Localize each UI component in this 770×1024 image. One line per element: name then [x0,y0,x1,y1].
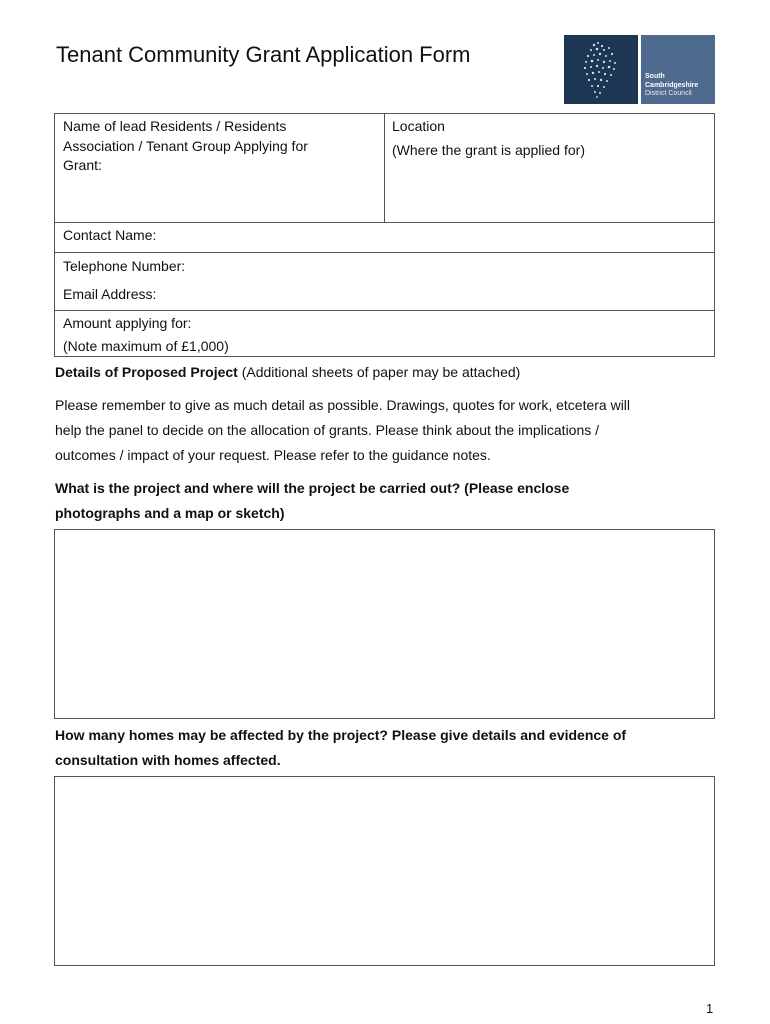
email-label: Email Address: [63,286,157,302]
council-crest [564,35,638,104]
question-1-line: What is the project and where will the project be carried out? (Please enclose [55,480,570,496]
telephone-label: Telephone Number: [63,258,186,274]
page-title: Tenant Community Grant Application Form [56,42,471,67]
question-1-answer-box[interactable] [54,529,715,719]
location-label: Location [392,118,445,134]
contact-name-label: Contact Name: [63,227,157,243]
location-note: (Where the grant is applied for) [392,142,585,158]
question-2-line: How many homes may be affected by the project? Please give details and evidence of [55,727,627,743]
project-heading-bold: Details of Proposed Project [55,364,238,380]
intro-line: help the panel to decide on the allocation of grants. Please think about the implications / [55,422,600,438]
intro-line: outcomes / impact of your request. Please refer to the guidance notes. [55,447,491,463]
telephone-email-cell[interactable] [54,252,715,311]
amount-label: Amount applying for: [63,315,192,331]
contact-name-cell[interactable] [54,222,715,253]
council-name: South Cambridgeshire District Council [645,73,699,97]
page-number: 1 [706,1001,714,1016]
amount-cell[interactable] [54,310,715,357]
lead-group-label-line: Association / Tenant Group Applying for [63,137,308,154]
project-heading [55,364,520,380]
applicant-cell[interactable] [54,113,385,223]
crest-icon [564,35,638,104]
location-cell[interactable] [384,113,715,223]
question-2-line: consultation with homes affected. [55,752,281,768]
council-logo [641,35,715,104]
intro-line: Please remember to give as much detail as possible. Drawings, quotes for work, etcetera will [55,397,631,413]
question-1-line: photographs and a map or sketch) [55,505,285,521]
amount-note: (Note maximum of £1,000) [63,338,229,354]
question-2-answer-box[interactable] [54,776,715,966]
lead-group-label-line: Name of lead Residents / Residents [63,118,287,134]
project-heading-note: (Additional sheets of paper may be attached) [237,364,521,380]
lead-group-label-line: Grant: [63,157,102,173]
